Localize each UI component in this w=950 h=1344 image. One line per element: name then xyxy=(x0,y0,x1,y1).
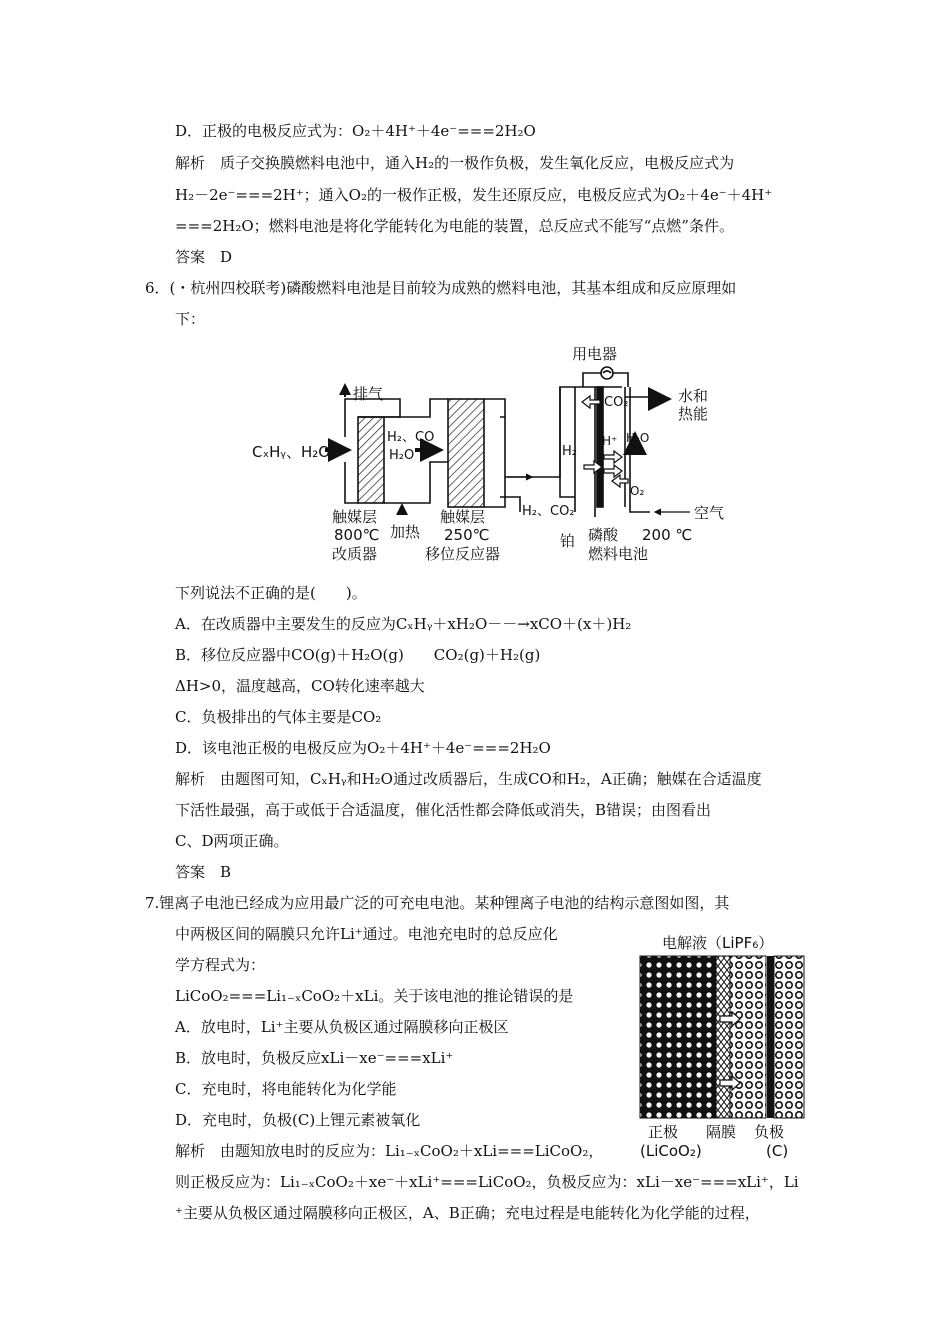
q6-option-b: B．移位反应器中CO(g)＋H₂O(g) CO₂(g)＋H₂(g) xyxy=(175,646,541,664)
label-exhaust: 排气 xyxy=(353,385,384,403)
q6-answer: 答案 B xyxy=(175,863,232,881)
q6-analysis-line-1: 解析 由题图可知，CₓHᵧ和H₂O通过改质器后，生成CO和H₂，A正确；触媒在合适温度 xyxy=(175,770,762,788)
q7-option-a: A．放电时，Li⁺主要从负极区通过隔膜移向正极区 xyxy=(175,1018,509,1036)
label-water-heat-2: 热能 xyxy=(678,405,709,423)
q5-analysis-line-2: H₂－2e⁻===2H⁺；通入O₂的一极作正极，发生还原反应，电极反应式为O₂＋4e⁻＋4H⁺ xyxy=(175,186,773,204)
q7-analysis-line-2: 则正极反应为：Li₁₋ₓCoO₂＋xe⁻＋xLi⁺===LiCoO₂，负极反应为：xLi－xe⁻===xLi⁺，Li xyxy=(175,1173,799,1191)
label-temp3: 200 ℃ xyxy=(642,526,693,544)
q5-analysis-line-1: 解析 质子交换膜燃料电池中，通入H₂的一极作负极，发生氧化反应，电极反应式为 xyxy=(175,154,735,172)
label-heating: 加热 xyxy=(390,523,421,541)
label-positive-material: (LiCoO₂) xyxy=(640,1142,702,1160)
label-separator: 隔膜 xyxy=(706,1123,737,1141)
label-cat2: 触媒层 xyxy=(440,508,486,526)
label-appliance: 用电器 xyxy=(572,345,618,363)
fuel-cell-diagram xyxy=(250,337,740,577)
label-feed: CₓHᵧ、H₂O xyxy=(252,443,331,461)
q7-option-d: D．充电时，负极(C)上锂元素被氧化 xyxy=(175,1111,421,1129)
label-o2: O₂ xyxy=(630,484,645,498)
q6-option-b-cont: ΔH>0，温度越高，CO转化速率越大 xyxy=(175,677,425,695)
label-cat1: 触媒层 xyxy=(332,508,378,526)
label-water-heat-1: 水和 xyxy=(678,387,709,405)
q6-option-d: D．该电池正极的电极反应为O₂＋4H⁺＋4e⁻===2H₂O xyxy=(175,739,551,757)
q6-option-a: A．在改质器中主要发生的反应为CₓHᵧ＋xH₂O－－→xCO＋(x＋)H₂ xyxy=(175,615,632,633)
label-h2o-cell: H₂O xyxy=(626,431,650,445)
q7-analysis-line-3: ⁺主要从负极区通过隔膜移向正极区，A、B正确；充电过程是电能转化为化学能的过程， xyxy=(175,1204,760,1222)
label-shift: 移位反应器 xyxy=(425,545,501,563)
q6-stem-line-1: 6．(・杭州四校联考)磷酸燃料电池是目前较为成熟的燃料电池，其基本组成和反应原理如 xyxy=(145,279,737,297)
label-h2o-mid: H₂O xyxy=(389,448,415,463)
label-h2-co2: H₂、CO₂ xyxy=(522,504,575,519)
q7-analysis-line-1: 解析 由题知放电时的反应为：Li₁₋ₓCoO₂＋xLi===LiCoO₂， xyxy=(175,1142,604,1160)
label-h2-co: H₂、CO xyxy=(387,430,435,445)
label-negative-material: (C) xyxy=(766,1142,789,1160)
label-h-plus: H⁺ xyxy=(602,434,618,448)
label-temp1: 800℃ xyxy=(334,526,380,544)
q6-question: 下列说法不正确的是( )。 xyxy=(175,584,367,602)
label-positive: 正极 xyxy=(648,1123,679,1141)
label-electrolyte: 电解液（LiPF₆） xyxy=(662,934,774,952)
label-phos: 磷酸 xyxy=(588,526,619,544)
q7-stem-line-4: LiCoO₂===Li₁₋ₓCoO₂＋xLi。关于该电池的推论错误的是 xyxy=(175,987,574,1005)
lithium-battery-diagram xyxy=(634,930,814,1160)
q6-analysis-line-2: 下活性最强，高于或低于合适温度，催化活性都会降低或消失，B错误；由图看出 xyxy=(175,801,712,819)
q7-stem-line-1: 7.锂离子电池已经成为应用最广泛的可充电电池。某种锂离子电池的结构示意图如图，其 xyxy=(145,894,730,912)
label-air: 空气 xyxy=(694,504,725,522)
q6-option-c: C．负极排出的气体主要是CO₂ xyxy=(175,708,382,726)
label-negative: 负极 xyxy=(754,1123,785,1141)
label-platinum: 铂 xyxy=(560,532,576,550)
q5-option-d: D．正极的电极反应式为：O₂＋4H⁺＋4e⁻===2H₂O xyxy=(175,122,536,140)
q6-analysis-line-3: C、D两项正确。 xyxy=(175,832,289,850)
q7-stem-line-3: 学方程式为： xyxy=(175,956,266,974)
label-h2: H₂ xyxy=(562,444,577,459)
label-reformer: 改质器 xyxy=(332,545,378,563)
q7-option-c: C．充电时，将电能转化为化学能 xyxy=(175,1080,397,1098)
q5-answer: 答案 D xyxy=(175,248,233,266)
label-cell: 燃料电池 xyxy=(588,545,649,563)
label-temp2: 250℃ xyxy=(444,526,490,544)
label-co2: CO₂ xyxy=(604,395,629,410)
q6-stem-line-2: 下： xyxy=(175,310,206,328)
q7-option-b: B．放电时，负极反应xLi－xe⁻===xLi⁺ xyxy=(175,1049,454,1067)
q5-analysis-line-3: ===2H₂O；燃料电池是将化学能转化为电能的装置，总反应式不能写“点燃”条件。 xyxy=(175,217,734,235)
q7-stem-line-2: 中两极区间的隔膜只允许Li⁺通过。电池充电时的总反应化 xyxy=(175,925,558,943)
